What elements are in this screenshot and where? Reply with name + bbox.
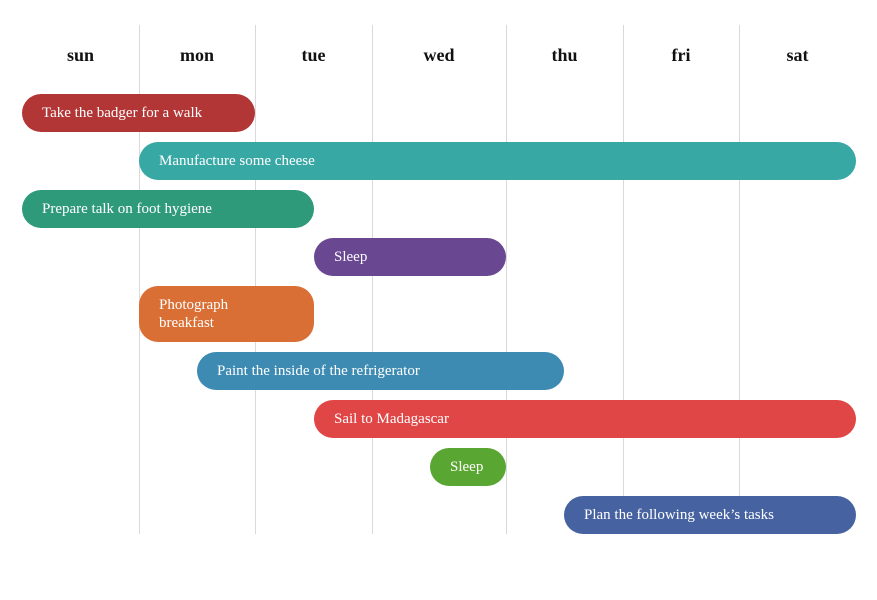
day-header-tue: tue: [301, 45, 326, 65]
task-bar-photograph-breakfast[interactable]: [139, 286, 314, 342]
task-label: Photograph breakfast: [159, 297, 229, 331]
day-header-wed: wed: [423, 45, 455, 65]
task-label: Manufacture some cheese: [159, 153, 315, 169]
task-label: Sleep: [334, 249, 368, 265]
task-label: Paint the inside of the refrigerator: [217, 363, 420, 379]
task-label: Plan the following week’s tasks: [584, 507, 774, 523]
task-bar-cheese[interactable]: [139, 142, 856, 180]
day-header-sun: sun: [66, 45, 95, 65]
task-bar-paint-refrigerator[interactable]: [197, 352, 564, 390]
task-label: Sleep: [450, 459, 484, 475]
task-bar-sleep-1[interactable]: [314, 238, 506, 276]
day-header-fri: fri: [671, 45, 691, 65]
day-gridline: [739, 25, 740, 534]
task-label: Take the badger for a walk: [42, 105, 203, 121]
day-gridline: [372, 25, 373, 534]
task-bar-foot-hygiene-talk[interactable]: [22, 190, 314, 228]
task-bar-sail-madagascar[interactable]: [314, 400, 856, 438]
day-gridline: [623, 25, 624, 534]
task-label: Sail to Madagascar: [334, 411, 449, 427]
task-label: Prepare talk on foot hygiene: [42, 201, 212, 217]
task-bar-plan-next-week[interactable]: [564, 496, 856, 534]
task-bar-badger-walk[interactable]: [22, 94, 255, 132]
day-gridline: [255, 25, 256, 534]
day-gridline: [506, 25, 507, 534]
day-header-mon: mon: [179, 45, 214, 65]
day-header-thu: thu: [551, 45, 578, 65]
day-header-sat: sat: [786, 45, 809, 65]
task-bar-sleep-2[interactable]: [430, 448, 506, 486]
